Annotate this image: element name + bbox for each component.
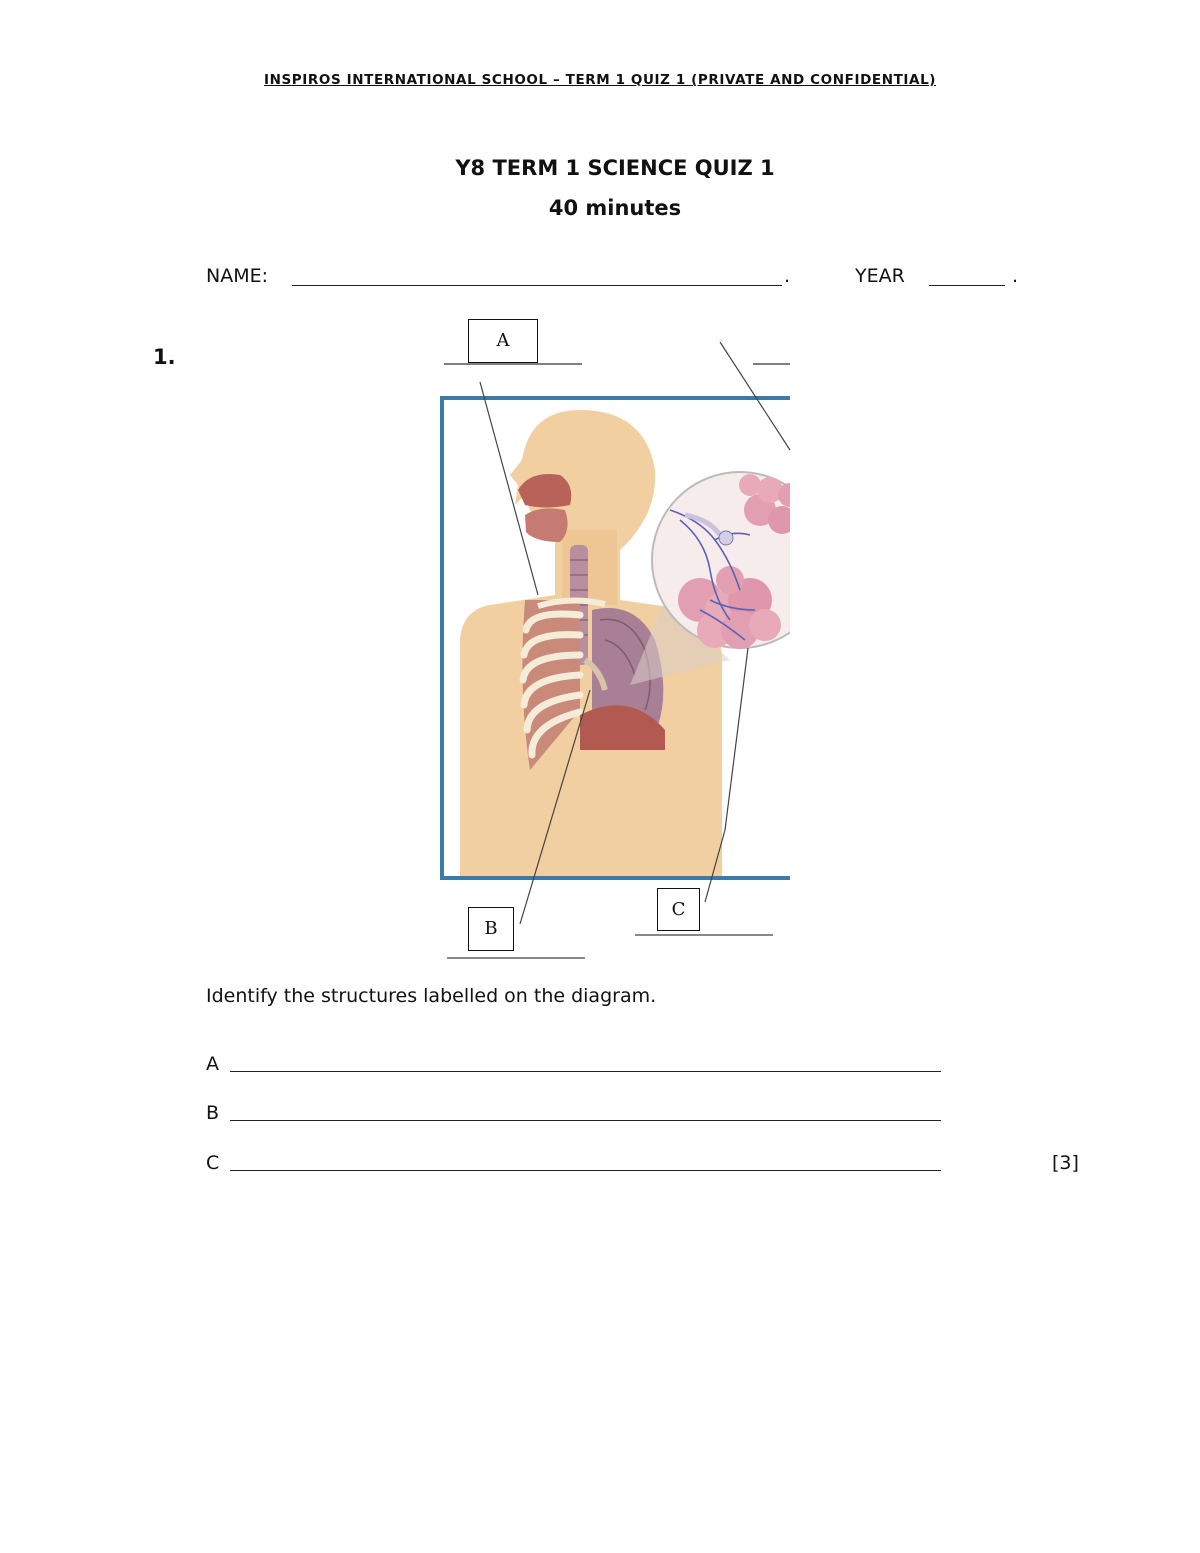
answer-b-line[interactable] bbox=[230, 1120, 941, 1121]
answer-letter-c: C bbox=[206, 1152, 220, 1174]
answer-c-line[interactable] bbox=[230, 1170, 941, 1171]
year-end-dot: . bbox=[1012, 265, 1019, 287]
page-header: INSPIROS INTERNATIONAL SCHOOL – TERM 1 QUIZ 1 (PRIVATE AND CONFIDENTIAL) bbox=[263, 72, 937, 88]
answer-a-line[interactable] bbox=[230, 1071, 941, 1072]
answer-letter-a: A bbox=[206, 1053, 219, 1075]
year-input-line[interactable] bbox=[929, 285, 1005, 286]
quiz-duration: 40 minutes bbox=[548, 196, 682, 220]
question-marks: [3] bbox=[1052, 1152, 1079, 1174]
label-box-c: C bbox=[657, 888, 700, 931]
respiratory-system-diagram bbox=[430, 310, 810, 990]
answer-letter-b: B bbox=[206, 1102, 220, 1124]
pointer-c-upper bbox=[725, 648, 748, 830]
oral-cavity bbox=[525, 508, 568, 542]
label-box-a: A bbox=[468, 319, 538, 363]
diagram-svg bbox=[430, 310, 810, 990]
year-label: YEAR bbox=[855, 265, 905, 287]
quiz-title: Y8 TERM 1 SCIENCE QUIZ 1 bbox=[455, 156, 775, 180]
illustration bbox=[460, 410, 810, 880]
name-input-line[interactable] bbox=[292, 285, 782, 286]
name-label: NAME: bbox=[206, 265, 269, 287]
question-number: 1. bbox=[153, 345, 176, 369]
name-end-dot: . bbox=[784, 265, 791, 287]
label-box-b: B bbox=[468, 907, 514, 951]
question-instruction: Identify the structures labelled on the diagram. bbox=[206, 985, 657, 1007]
